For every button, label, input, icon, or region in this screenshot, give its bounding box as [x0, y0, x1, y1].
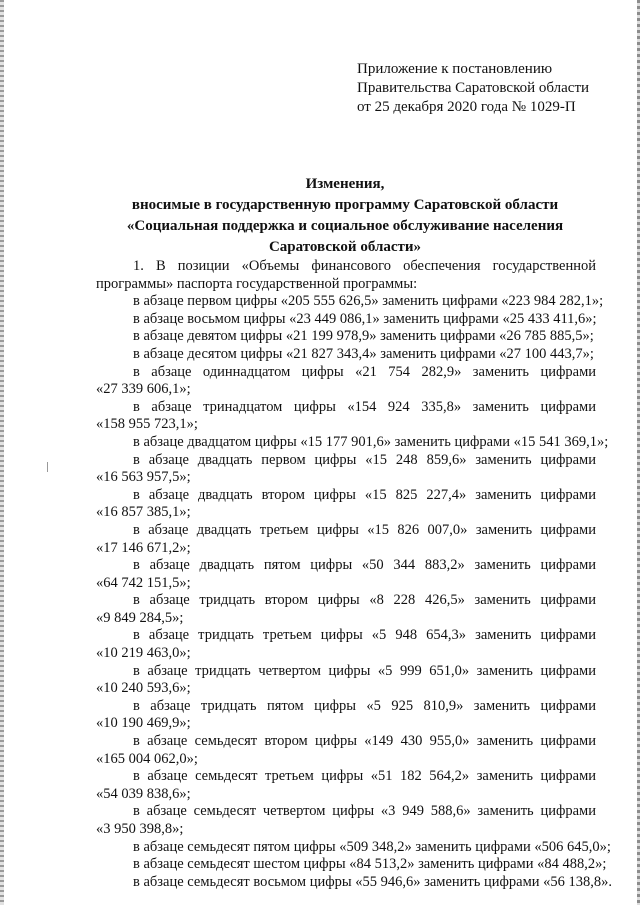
scan-left-edge	[0, 0, 4, 905]
change-item: в абзаце восьмом цифры «23 449 086,1» заменить цифрами «25 433 411,6»;	[133, 310, 597, 327]
heading-line: вносимые в государственную программу Саратовской области	[131, 197, 559, 213]
change-item-continuation: «158 955 723,1»;	[96, 416, 198, 433]
intro-line: 1. В позиции «Объемы финансового обеспечения государственной	[133, 258, 596, 274]
change-item: в абзаце тринадцатом цифры «154 924 335,8» заменить цифрами	[133, 398, 596, 415]
change-item: в абзаце семьдесят втором цифры «149 430 955,0» заменить цифрами	[133, 733, 596, 750]
change-item-continuation: «10 240 593,6»;	[96, 680, 191, 697]
approval-line: Правительства Саратовской области	[357, 80, 590, 96]
heading-line: Изменения,	[305, 176, 385, 192]
change-item: в абзаце двадцать пятом цифры «50 344 883,2» заменить цифрами	[133, 557, 596, 574]
document-body	[96, 258, 613, 891]
change-item: в абзаце девятом цифры «21 199 978,9» заменить цифрами «26 785 885,5»;	[133, 328, 594, 345]
change-item: в абзаце тридцать четвертом цифры «5 999 651,0» заменить цифрами	[133, 662, 596, 679]
change-item: в абзаце двадцатом цифры «15 177 901,6» заменить цифрами «15 541 369,1»;	[133, 433, 609, 450]
change-item: в абзаце тридцать втором цифры «8 228 426,5» заменить цифрами	[133, 592, 596, 609]
change-item: в абзаце первом цифры «205 555 626,5» заменить цифрами «223 984 282,1»;	[133, 293, 604, 310]
change-item-continuation: «3 950 398,8»;	[96, 821, 184, 837]
change-item-continuation: «16 857 385,1»;	[96, 504, 191, 521]
change-item: в абзаце двадцать втором цифры «15 825 227,4» заменить цифрами	[133, 486, 596, 503]
change-item-continuation: «165 004 062,0»;	[96, 750, 198, 767]
change-item: в абзаце семьдесят шестом цифры «84 513,2» заменить цифрами «84 488,2»;	[133, 856, 607, 873]
approval-line: от 25 декабря 2020 года № 1029-П	[357, 99, 576, 115]
change-items-list	[96, 293, 613, 891]
heading-line: Саратовской области»	[268, 239, 422, 255]
change-item-continuation: «27 339 606,1»;	[96, 381, 191, 398]
change-item: в абзаце двадцать третьем цифры «15 826 007,0» заменить цифрами	[133, 521, 596, 538]
change-item: в абзаце семьдесят четвертом цифры «3 949 588,6» заменить цифрами	[133, 803, 596, 820]
change-item: в абзаце тридцать третьем цифры «5 948 654,3» заменить цифрами	[133, 627, 596, 644]
change-item: в абзаце тридцать пятом цифры «5 925 810,9» заменить цифрами	[133, 697, 596, 714]
change-item-continuation: «54 039 838,6»;	[96, 785, 191, 802]
change-item-continuation: «16 563 957,5»;	[96, 469, 191, 486]
change-item: в абзаце семьдесят пятом цифры «509 348,2» заменить цифрами «506 645,0»;	[133, 838, 611, 855]
document-heading	[95, 174, 595, 258]
intro-line: программы» паспорта государственной программы:	[96, 275, 418, 292]
approval-block	[357, 60, 627, 117]
change-item: в абзаце семьдесят третьем цифры «51 182 564,2» заменить цифрами	[133, 768, 596, 785]
change-item: в абзаце двадцать первом цифры «15 248 859,6» заменить цифрами	[133, 451, 596, 468]
change-item-continuation: «10 190 469,9»;	[96, 715, 191, 732]
change-item-continuation: «64 742 151,5»;	[96, 574, 191, 591]
heading-line: «Социальная поддержка и социальное обслуживание населения	[126, 218, 564, 234]
approval-line: Приложение к постановлению	[357, 61, 553, 77]
change-item: в абзаце одиннадцатом цифры «21 754 282,9» заменить цифрами	[133, 363, 596, 380]
change-item-continuation: «17 146 671,2»;	[96, 539, 191, 556]
change-item: в абзаце десятом цифры «21 827 343,4» заменить цифрами «27 100 443,7»;	[133, 345, 594, 362]
change-item: в абзаце семьдесят восьмом цифры «55 946,6» заменить цифрами «56 138,8».	[133, 873, 613, 890]
change-item-continuation: «10 219 463,0»;	[96, 645, 191, 662]
change-item-continuation: «9 849 284,5»;	[96, 609, 184, 626]
scan-mark	[47, 462, 48, 472]
